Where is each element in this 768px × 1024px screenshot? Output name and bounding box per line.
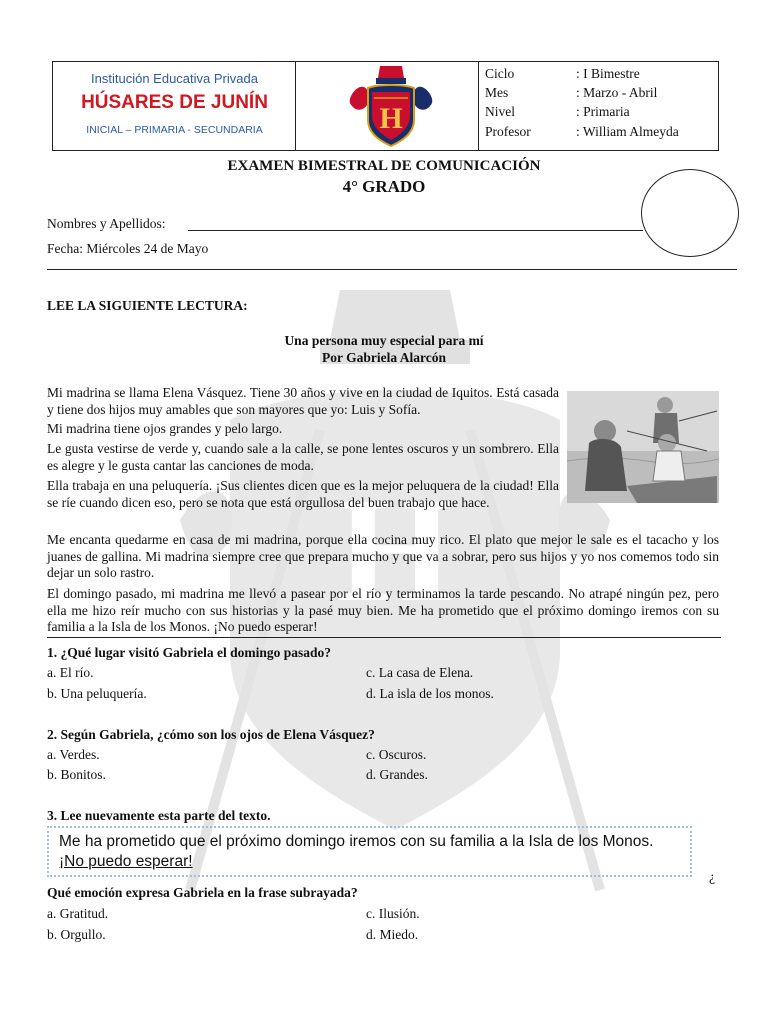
student-name-field[interactable]	[188, 230, 643, 231]
school-levels: INICIAL – PRIMARIA - SECUNDARIA	[86, 124, 263, 136]
question-3-option-a[interactable]: a. Gratitud.	[47, 906, 109, 921]
quote-text: Me ha prometido que el próximo domingo iremos con su familia a la Isla de los Monos.	[59, 833, 654, 850]
question-mark-glyph: ¿	[709, 869, 715, 884]
question-1-option-c[interactable]: c. La casa de Elena.	[366, 665, 474, 680]
school-type-label: Institución Educativa Privada	[91, 71, 258, 86]
info-row-profesor	[485, 124, 725, 143]
story-paragraph: El domingo pasado, mi madrina me llevó a pasear por el río y terminamos la tarde pescando. No atrapé ningún pez, pero ella me hizo reír mucho con sus historias y la pasé muy bien. Me ha prometido que el próximo domingo iremos con su familia a la Isla de los Monos. ¡No puedo esperar!	[47, 586, 719, 634]
story-paragraph: Mi madrina se llama Elena Vásquez. Tiene 30 años y vive en la ciudad de Iquitos. Está casada y tiene dos hijos muy amables que son mayores que yo: Luis y Sofía.	[47, 385, 559, 417]
info-label: Profesor	[485, 124, 531, 139]
question-2-option-c[interactable]: c. Oscuros.	[366, 747, 427, 762]
question-1-option-b[interactable]: b. Una peluquería.	[47, 686, 147, 701]
question-2-option-a[interactable]: a. Verdes.	[47, 747, 100, 762]
question-2-option-b[interactable]: b. Bonitos.	[47, 767, 106, 782]
question-1-title: 1. ¿Qué lugar visitó Gabriela el domingo pasado?	[47, 645, 332, 660]
school-name: HÚSARES DE JUNÍN	[81, 92, 268, 113]
info-value: : I Bimestre	[576, 66, 640, 81]
svg-text:H: H	[379, 102, 403, 135]
school-name-block	[53, 61, 296, 151]
exam-date: Fecha: Miércoles 24 de Mayo	[47, 241, 209, 256]
story-paragraph: Me encanta quedarme en casa de mi madrina, porque ella cocina muy rico. El plato que mejor le sale es el tacacho y los juanes de gallina. Mi madrina siempre cree que prepara mucho y que va a sobrar, pero sus hijos y yo nos comemos todo sin dejar un solo rastro.	[47, 532, 719, 580]
question-3-subtitle: Qué emoción expresa Gabriela en la frase subrayada?	[47, 885, 358, 900]
info-value: : William Almeyda	[576, 124, 679, 139]
logo-block	[296, 62, 479, 150]
info-label: Mes	[485, 85, 509, 100]
story-paragraph: Ella trabaja en una peluquería. ¡Sus clientes dicen que es la mejor peluquera de la ciudad! Ella se ríe cuando dicen eso, pero se nota que está orgullosa del buen trabajo que hace.	[47, 478, 559, 510]
question-1-option-a[interactable]: a. El río.	[47, 665, 94, 680]
info-label: Nivel	[485, 104, 515, 119]
story-paragraph: Le gusta vestirse de verde y, cuando sale a la calle, se pone lentes oscuros y un sombrero. Ella es alegre y le gusta cantar las canciones de moda.	[47, 441, 559, 473]
info-label: Ciclo	[485, 66, 515, 81]
divider	[47, 637, 721, 638]
svg-text:H: H	[336, 467, 454, 633]
info-row-mes	[485, 85, 725, 104]
fishing-illustration	[567, 391, 719, 503]
exam-grade: 4° GRADO	[342, 177, 426, 196]
info-row-ciclo	[485, 66, 725, 85]
exam-title: EXAMEN BIMESTRAL DE COMUNICACIÓN	[227, 158, 541, 174]
question-3-title: 3. Lee nuevamente esta parte del texto.	[47, 808, 271, 823]
story-title: Una persona muy especial para mí	[284, 333, 484, 348]
question-3-option-b[interactable]: b. Orgullo.	[47, 927, 106, 942]
info-value: : Primaria	[576, 104, 630, 119]
quote-underlined-text: ¡No puedo esperar!	[59, 852, 193, 870]
student-name-label: Nombres y Apellidos:	[47, 216, 166, 231]
quoted-excerpt-box	[47, 826, 692, 877]
info-row-nivel	[485, 104, 725, 123]
story-paragraph: Mi madrina tiene ojos grandes y pelo largo.	[47, 421, 283, 436]
score-circle[interactable]	[641, 169, 739, 257]
school-crest-logo	[348, 64, 434, 148]
question-2-title: 2. Según Gabriela, ¿cómo son los ojos de Elena Vásquez?	[47, 727, 375, 742]
question-1-option-d[interactable]: d. La isla de los monos.	[366, 686, 494, 701]
story-author: Por Gabriela Alarcón	[322, 350, 446, 365]
question-2-option-d[interactable]: d. Grandes.	[366, 767, 428, 782]
question-3-option-c[interactable]: c. Ilusión.	[366, 906, 420, 921]
reading-instruction: LEE LA SIGUIENTE LECTURA:	[47, 298, 248, 313]
info-value: : Marzo - Abril	[576, 85, 658, 100]
question-3-option-d[interactable]: d. Miedo.	[366, 927, 419, 942]
divider	[47, 269, 737, 270]
header-box	[52, 61, 719, 151]
